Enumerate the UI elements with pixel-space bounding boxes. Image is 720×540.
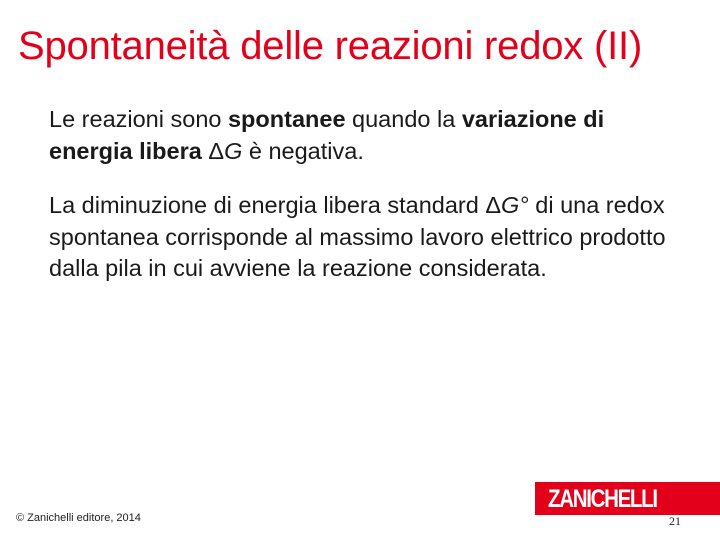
text-run: è negativa. — [242, 137, 364, 164]
slide-title: Spontaneità delle reazioni redox (II) — [18, 24, 643, 68]
zanichelli-logo-text: ZANICHELLI — [548, 485, 657, 513]
text-run: quando la — [345, 106, 462, 132]
text-run: di una redox spontanea corrisponde al massimo lavoro elettrico prodotto dalla pila in cui avviene la reazione considerata. — [49, 192, 666, 281]
slide-body — [49, 104, 689, 285]
text-run: La diminuzione di energia libera standard Δ — [49, 192, 502, 218]
copyright-text: © Zanichelli editore, 2014 — [16, 512, 141, 524]
bold-term-energy-variation: variazione di energia libera — [49, 106, 605, 164]
paragraph-standard-energy — [49, 190, 689, 285]
text-run: Δ — [201, 137, 225, 164]
bold-term-spontanee: spontanee — [227, 106, 346, 132]
text-run: Le reazioni sono — [49, 106, 228, 132]
italic-symbol-g: G — [224, 137, 243, 164]
page-number: 21 — [669, 514, 681, 528]
paragraph-spontaneity — [49, 104, 689, 167]
italic-symbol-g-standard: G° — [501, 192, 529, 218]
